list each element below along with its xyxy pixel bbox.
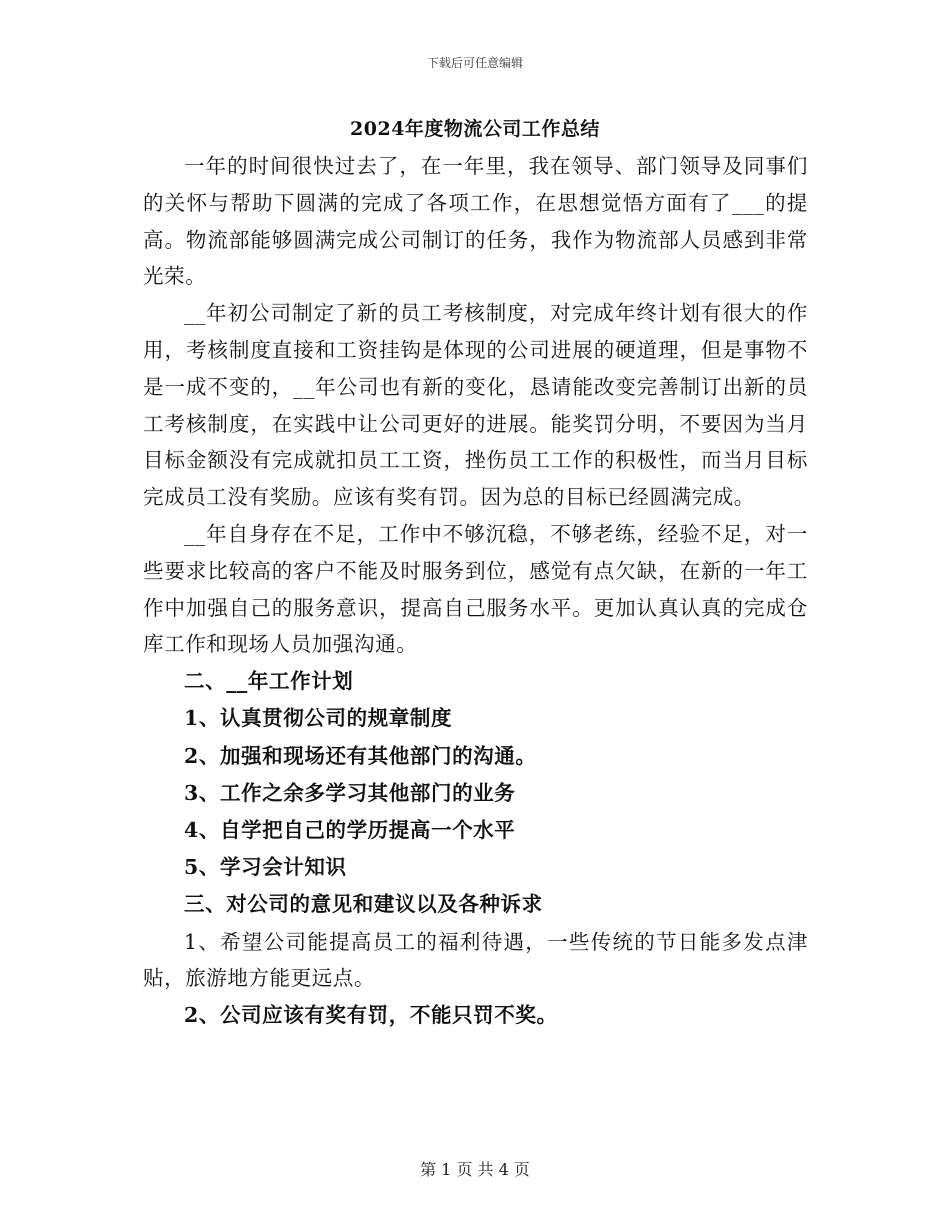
section-heading-suggestions: 三、对公司的意见和建议以及各种诉求	[184, 892, 543, 917]
plan-item: 3、工作之余多学习其他部门的业务	[184, 780, 516, 805]
suggestion-item: 2、公司应该有奖有罚，不能只罚不奖。	[184, 1003, 558, 1028]
header-note: 下载后可任意编辑	[426, 56, 523, 70]
document-title: 2024年度物流公司工作总结	[350, 118, 600, 140]
paragraph-intro: 一年的时间很快过去了，在一年里，我在领导、部门领导及同事们的关怀与帮助下圆满的完成了各项工作，在思想觉悟方面有了___的提高。物流部能够圆满完成公司制订的任务，我作为物流部人员感到非常光荣。	[143, 154, 808, 289]
plan-item: 2、加强和现场还有其他部门的沟通。	[184, 743, 537, 768]
document-body	[143, 148, 808, 1034]
suggestion-item: 1、希望公司能提高员工的福利待遇，一些传统的节日能多发点津贴，旅游地方能更远点。	[143, 929, 808, 991]
plan-item: 4、自学把自己的学历提高一个水平	[184, 817, 516, 842]
section-heading-plan: 二、__年工作计划	[184, 669, 354, 694]
plan-item: 1、认真贯彻公司的规章制度	[184, 706, 453, 731]
paragraph-assessment: __年初公司制定了新的员工考核制度，对完成年终计划有很大的作用，考核制度直接和工资挂钩是体现的公司进展的硬道理，但是事物不是一成不变的，__年公司也有新的变化，恳请能改变完善制订出新的员工考核制度，在实践中让公司更好的进展。能奖罚分明，不要因为当月目标金额没有完成就扣员工工资，挫伤员工工作的积极性，而当月目标完成员工没有奖励。应该有奖有罚。因为总的目标已经圆满完成。	[143, 301, 808, 510]
page-footer: 第 1 页 共 4 页	[420, 1160, 530, 1179]
plan-item: 5、学习会计知识	[184, 855, 347, 880]
paragraph-shortcomings: __年自身存在不足，工作中不够沉稳，不够老练，经验不足，对一些要求比较高的客户不能及时服务到位，感觉有点欠缺，在新的一年工作中加强自己的服务意识，提高自己服务水平。更加认真认真的完成仓库工作和现场人员加强沟通。	[143, 521, 808, 657]
